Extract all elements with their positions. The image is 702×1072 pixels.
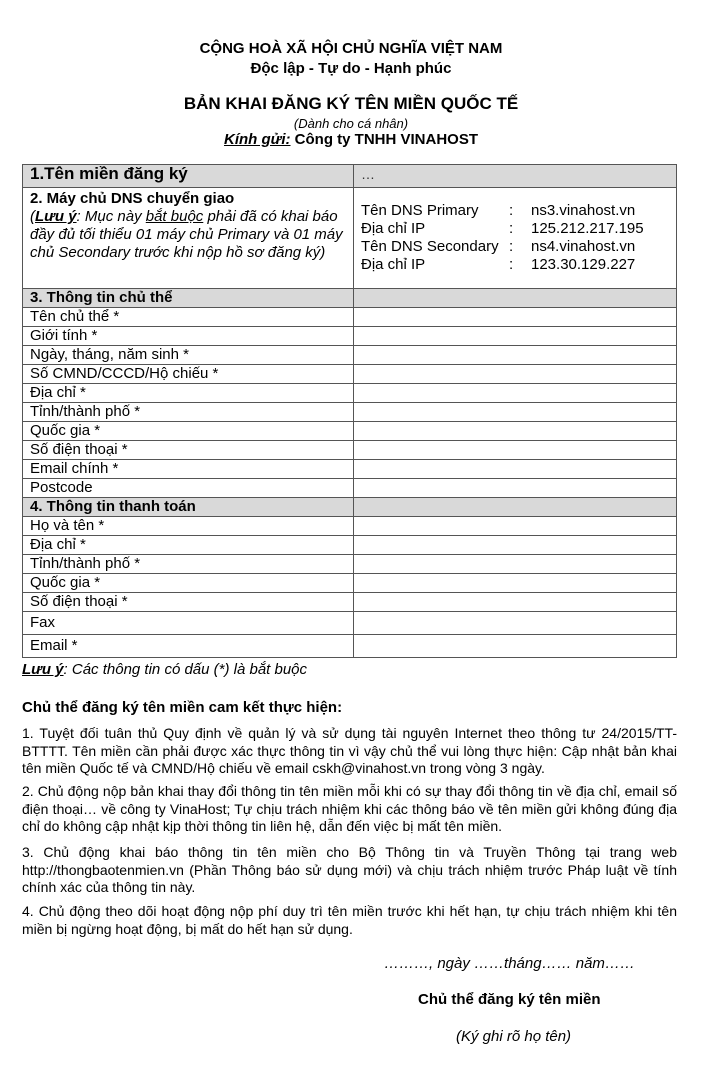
owner-field-row	[23, 422, 677, 441]
owner-field-label: Tỉnh/thành phố *	[23, 403, 354, 422]
recipient-name: Công ty TNHH VINAHOST	[290, 131, 479, 148]
date-line[interactable]: ………, ngày ……tháng…… năm……	[384, 955, 635, 972]
payment-field-label: Số điện thoại *	[23, 593, 354, 612]
owner-field-row	[23, 403, 677, 422]
dns-description	[23, 188, 354, 289]
payment-field-row	[23, 536, 677, 555]
national-title: CỘNG HOÀ XÃ HỘI CHỦ NGHĨA VIỆT NAM	[199, 40, 503, 57]
signer-title: Chủ thể đăng ký tên miền	[418, 991, 601, 1008]
footnote-text: : Các thông tin có dấu (*) là bắt buộc	[63, 661, 308, 678]
owner-field-row	[23, 308, 677, 327]
dns-secondary-ip: Địa chỉ IP : 123.30.129.227	[361, 256, 636, 273]
owner-field-row	[23, 441, 677, 460]
payment-field-input[interactable]	[354, 574, 677, 593]
registration-table	[22, 164, 677, 658]
payment-section-header	[23, 498, 677, 517]
owner-field-input[interactable]	[354, 308, 677, 327]
signer-note: (Ký ghi rõ họ tên)	[456, 1028, 572, 1045]
dns-note-label: Lưu ý	[35, 208, 77, 225]
payment-field-input[interactable]	[354, 555, 677, 574]
owner-field-input[interactable]	[354, 479, 677, 498]
form-subtitle: (Dành cho cá nhân)	[293, 116, 409, 131]
owner-field-input[interactable]	[354, 460, 677, 479]
payment-field-label: Địa chỉ *	[23, 536, 354, 555]
payment-field-row	[23, 612, 677, 635]
payment-field-input[interactable]	[354, 593, 677, 612]
owner-field-row	[23, 327, 677, 346]
owner-field-label: Ngày, tháng, năm sinh *	[23, 346, 354, 365]
payment-field-input[interactable]	[354, 635, 677, 658]
commitment-item: 3. Chủ động khai báo thông tin tên miền cho Bộ Thông tin và Truyền Thông tại trang web http://thongbaotenmien.vn (Phần Thông báo sử dụng mới) và chịu trách nhiệm trước Pháp luật về tính chính xác của thông tin này.	[22, 844, 677, 895]
dns-values	[354, 188, 677, 289]
payment-field-input[interactable]	[354, 612, 677, 635]
owner-field-label: Số điện thoại *	[23, 441, 354, 460]
owner-field-row	[23, 460, 677, 479]
footnote-label: Lưu ý	[22, 661, 64, 678]
dns-note-underlined: bắt buộc	[145, 208, 204, 225]
payment-field-row	[23, 517, 677, 536]
owner-field-input[interactable]	[354, 327, 677, 346]
owner-field-input[interactable]	[354, 403, 677, 422]
dns-primary-name: Tên DNS Primary : ns3.vinahost.vn	[361, 202, 636, 219]
owner-field-row	[23, 346, 677, 365]
required-footnote	[22, 661, 307, 678]
domain-value[interactable]: …	[354, 165, 677, 188]
owner-field-row	[23, 384, 677, 403]
payment-field-row	[23, 574, 677, 593]
motto: Độc lập - Tự do - Hạnh phúc	[250, 60, 452, 77]
owner-field-input[interactable]	[354, 422, 677, 441]
payment-field-label: Quốc gia *	[23, 574, 354, 593]
recipient-line	[0, 131, 702, 148]
payment-field-row	[23, 593, 677, 612]
owner-section-header	[23, 289, 677, 308]
owner-field-input[interactable]	[354, 365, 677, 384]
owner-field-label: Giới tính *	[23, 327, 354, 346]
commitment-item: 4. Chủ động theo dõi hoạt động nộp phí duy trì tên miền trước khi hết hạn, tự chịu trách nhiệm khi tên miền bị ngừng hoạt động, bị mất do hết hạn sử dụng.	[22, 903, 677, 937]
dns-note: (Lưu ý: Mục này bắt buộc phải đã có khai báo đầy đủ tối thiểu 01 máy chủ Primary và 01 máy chủ Secondary trước khi nộp hồ sơ đăng ký)	[30, 208, 343, 261]
recipient-label: Kính gửi:	[223, 131, 291, 148]
domain-label: 1.Tên miền đăng ký	[23, 165, 354, 188]
owner-field-input[interactable]	[354, 441, 677, 460]
owner-field-label: Địa chỉ *	[23, 384, 354, 403]
owner-field-label: Email chính *	[23, 460, 354, 479]
dns-note-colon: : Mục này	[76, 208, 146, 225]
payment-field-label: Fax	[23, 612, 354, 635]
owner-field-input[interactable]	[354, 384, 677, 403]
owner-section-label: 3. Thông tin chủ thể	[23, 289, 354, 308]
payment-field-input[interactable]	[354, 517, 677, 536]
dns-secondary-name: Tên DNS Secondary : ns4.vinahost.vn	[361, 238, 636, 255]
payment-field-label: Email *	[23, 635, 354, 658]
owner-field-label: Tên chủ thể *	[23, 308, 354, 327]
dns-note-rest: phải đã có khai báo đầy đủ tối thiểu 01 máy chủ Primary và 01 máy chủ Secondary trước khi nộp hồ sơ đăng ký)	[30, 208, 343, 261]
commitments-title: Chủ thể đăng ký tên miền cam kết thực hiện:	[22, 699, 343, 716]
domain-row	[23, 165, 677, 188]
payment-field-input[interactable]	[354, 536, 677, 555]
payment-field-row	[23, 635, 677, 658]
dns-primary-ip: Địa chỉ IP : 125.212.217.195	[361, 220, 644, 237]
dns-row	[23, 188, 677, 289]
payment-field-label: Họ và tên *	[23, 517, 354, 536]
payment-field-label: Tỉnh/thành phố *	[23, 555, 354, 574]
payment-field-row	[23, 555, 677, 574]
owner-field-input[interactable]	[354, 346, 677, 365]
owner-field-label: Quốc gia *	[23, 422, 354, 441]
owner-field-row	[23, 479, 677, 498]
commitment-item: 1. Tuyệt đối tuân thủ Quy định về quản lý và sử dụng tài nguyên Internet theo thông tư 24/2015/TT-BTTTT. Tên miền cần phải được xác thực thông tin vì vậy chủ thể vui lòng thực hiện: Cập nhật bản khai tên miền Quốc tế và CMND/Hộ chiếu về email cskh@vinahost.vn trong vòng 3 ngày.	[22, 725, 677, 776]
owner-field-label: Postcode	[23, 479, 354, 498]
commitment-item: 2. Chủ động nộp bản khai thay đổi thông tin tên miền mỗi khi có sự thay đổi thông tin về địa chỉ, email số điện thoại… về công ty VinaHost; Tự chịu trách nhiệm khi các thông báo về tên miền gửi không đúng địa chỉ do không cập nhật kịp thời thông tin liên hệ, dẫn đến việc bị mất tên miền.	[22, 783, 677, 834]
form-title: BẢN KHAI ĐĂNG KÝ TÊN MIỀN QUỐC TẾ	[183, 94, 519, 113]
dns-label: 2. Máy chủ DNS chuyển giao	[30, 190, 235, 207]
owner-field-label: Số CMND/CCCD/Hộ chiếu *	[23, 365, 354, 384]
payment-section-label: 4. Thông tin thanh toán	[23, 498, 354, 517]
owner-field-row	[23, 365, 677, 384]
